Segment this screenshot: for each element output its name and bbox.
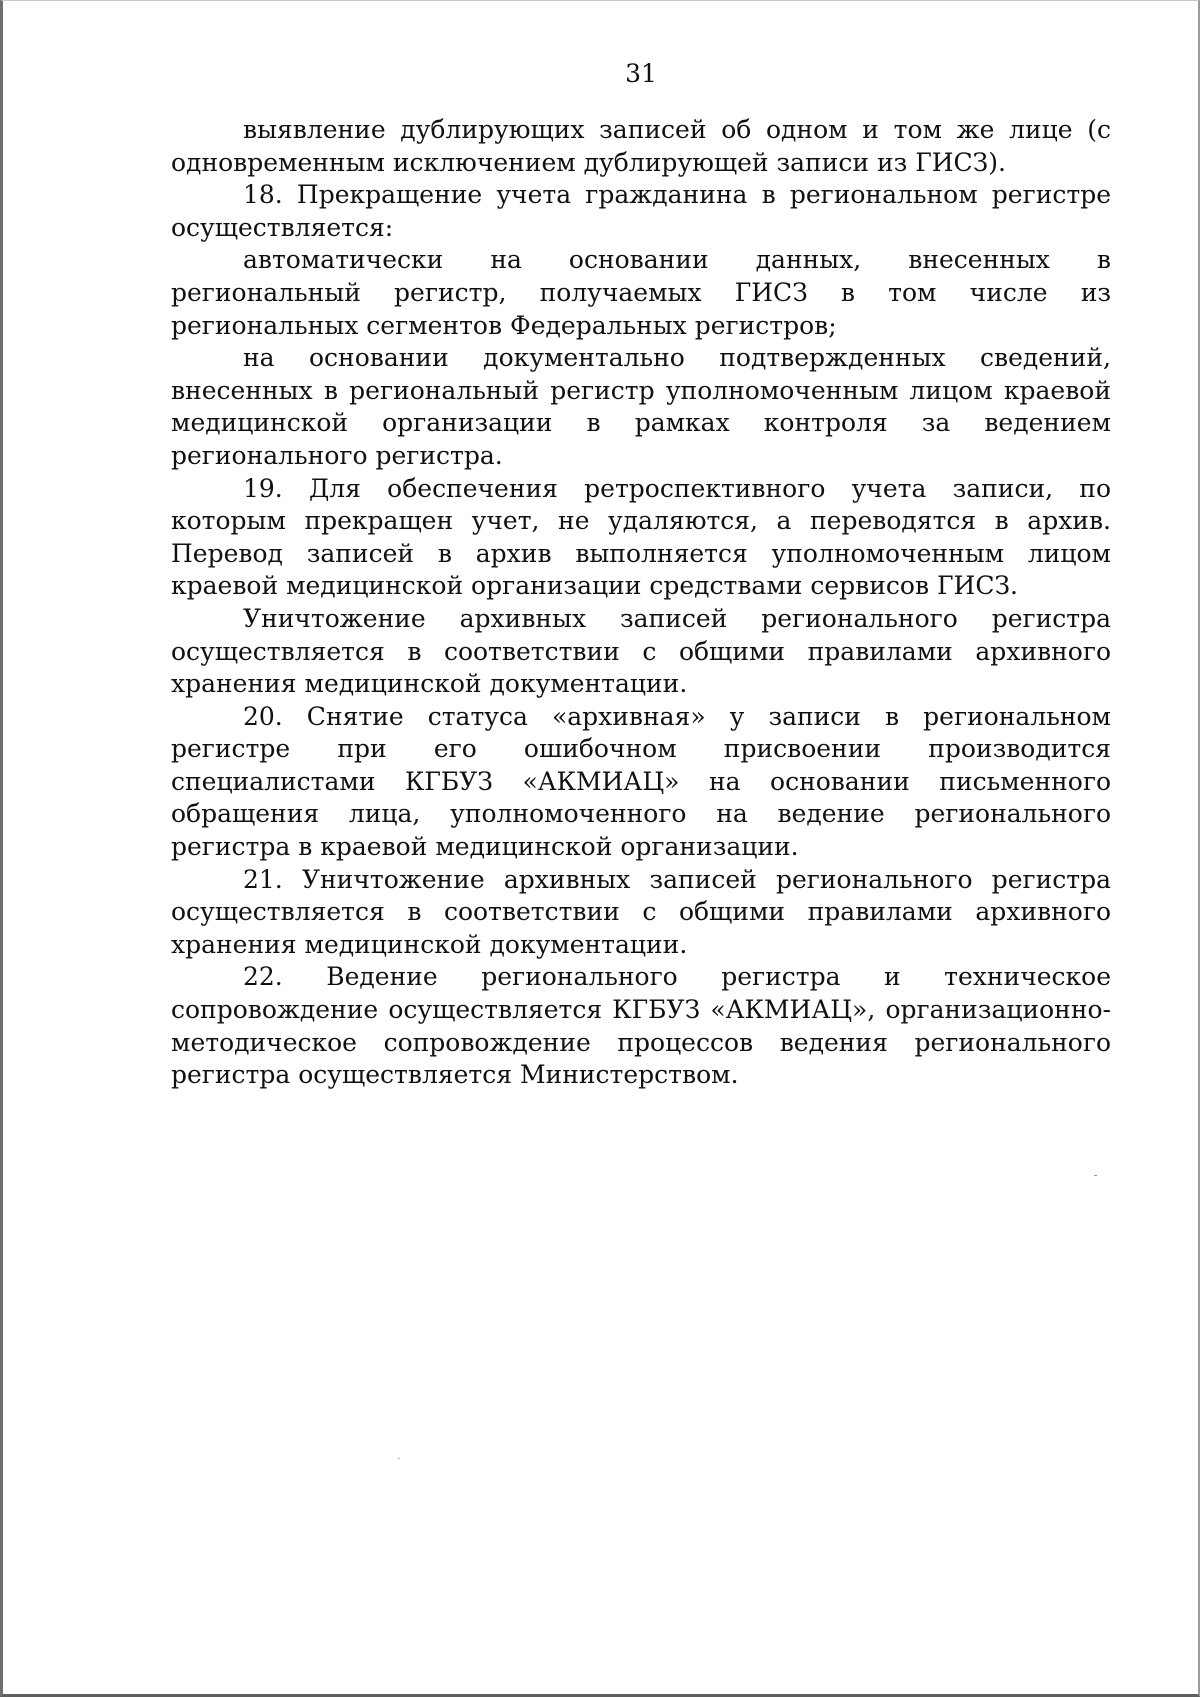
paragraph-destruction: Уничтожение архивных записей регионального регистра осуществляется в соответствии с общими правилами архивного хранения медицинской документации. [171,603,1111,699]
paragraph-21: 21. Уничтожение архивных записей регионального регистра осуществляется в соответствии с общими правилами архивного хранения медицинской документации. [171,864,1111,959]
paragraph-22: 22. Ведение регионального регистра и техническое сопровождение осуществляется КГБУЗ «АКМИАЦ», организационно-методическое сопровождение процессов ведения регионального регистра осуществляется Министерством. [171,962,1111,1090]
page-number: 31 [625,59,657,88]
paragraph-duplicates: выявление дублирующих записей об одном и том же лице (с одновременным исключением дублирующей записи из ГИСЗ). [171,115,1111,177]
paragraph-automatic: автоматически на основании данных, внесенных в региональный регистр, получаемых ГИСЗ в том числе из региональных сегментов Федеральных регистров; [171,245,1111,340]
document-page [171,58,1111,1092]
scan-artifact [398,1458,400,1459]
paragraph-18: 18. Прекращение учета гражданина в региональном регистре осуществляется: [171,180,1111,242]
paragraph-20: 20. Снятие статуса «архивная» у записи в региональном регистре при его ошибочном присвоении производится специалистами КГБУЗ «АКМИАЦ» на основании письменного обращения лица, уполномоченного на ведение регионального регистра в краевой медицинской организации. [171,701,1111,862]
paragraph-19: 19. Для обеспечения ретроспективного учета записи, по которым прекращен учет, не удаляются, а переводятся в архив. Перевод записей в архив выполняется уполномоченным лицом краевой медицинской организации средствами сервисов ГИСЗ. [171,473,1111,601]
scan-artifact [1094,1175,1097,1176]
paragraph-documented: на основании документально подтвержденных сведений, внесенных в региональный регистр уполномоченным лицом краевой медицинской организации в рамках контроля за ведением регионального регистра. [171,343,1111,470]
